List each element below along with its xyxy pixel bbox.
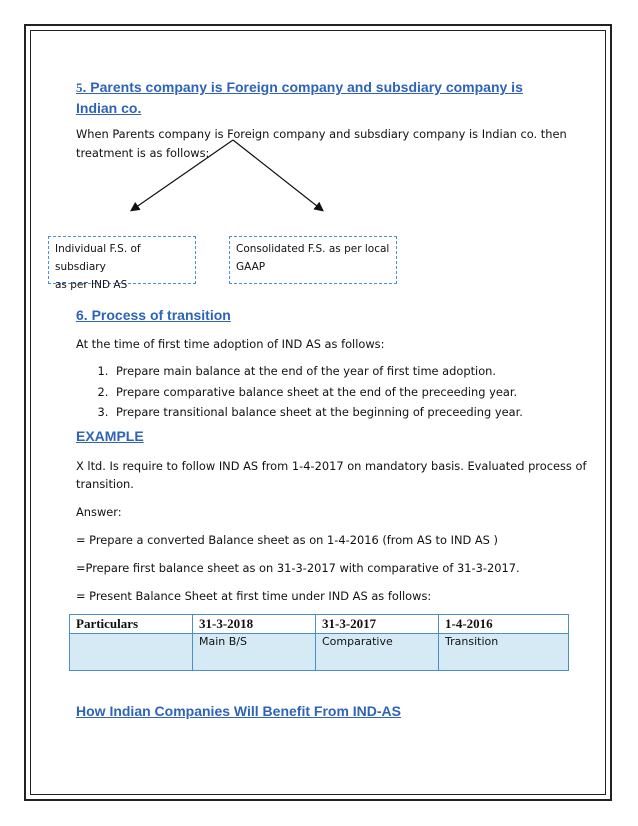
answer-2: =Prepare first balance sheet as on 31-3-2017 with comparative of 31-3-2017. (76, 561, 520, 575)
box-right-line1: Consolidated F.S. as per local (236, 243, 390, 255)
arrow-left (132, 140, 233, 210)
section5-number: 5 (76, 80, 83, 95)
example-question-line2: transition. (76, 477, 134, 491)
answer-label: Answer: (76, 505, 122, 519)
cell-main-bs: Main B/S (193, 634, 316, 671)
header-31-3-2017: 31-3-2017 (316, 615, 439, 634)
header-1-4-2016: 1-4-2016 (439, 615, 569, 634)
transition-steps (94, 361, 523, 423)
box-left-line1: Individual F.S. of subsdiary (55, 243, 141, 273)
box-individual-fs (48, 236, 196, 291)
step-2: 2. Prepare comparative balance sheet at the end of the preceeding year. (112, 382, 523, 403)
box-right-line2: GAAP (236, 261, 266, 273)
step-1: 1. Prepare main balance at the end of the year of first time adoption. (112, 361, 523, 382)
header-31-3-2018: 31-3-2018 (193, 615, 316, 634)
box-left-line2: as per IND AS (55, 279, 128, 291)
arrow-right (233, 140, 322, 210)
box-consolidated-fs (229, 236, 397, 284)
cell-transition: Transition (439, 634, 569, 671)
step-3: 3. Prepare transitional balance sheet at the beginning of preceeding year. (112, 402, 523, 423)
section5-intro-line1: When Parents company is Foreign company and subsdiary company is Indian co. then (76, 127, 567, 141)
section6-heading: 6. Process of transition (76, 307, 231, 323)
answer-1: = Prepare a converted Balance sheet as on 1-4-2016 (from AS to IND AS ) (76, 533, 498, 547)
header-particulars: Particulars (70, 615, 193, 634)
cell-particulars (70, 634, 193, 671)
cell-comparative: Comparative (316, 634, 439, 671)
closing-heading: How Indian Companies Will Benefit From IND-AS (76, 703, 402, 719)
answer-3: = Present Balance Sheet at first time under IND AS as follows: (76, 589, 432, 603)
table-row (70, 634, 569, 671)
section5-title-line2: Indian co. (76, 100, 142, 116)
example-heading: EXAMPLE (76, 428, 144, 444)
example-question-line1: X ltd. Is require to follow IND AS from 1-4-2017 on mandatory basis. Evaluated process of (76, 459, 587, 473)
section5-intro-line2: treatment is as follows: (76, 146, 210, 160)
section6-intro: At the time of first time adoption of IND AS as follows: (76, 337, 385, 351)
table-header-row (70, 615, 569, 634)
section5-title-line1: . Parents company is Foreign company and subsdiary company is (82, 79, 523, 95)
transition-table (69, 614, 569, 671)
